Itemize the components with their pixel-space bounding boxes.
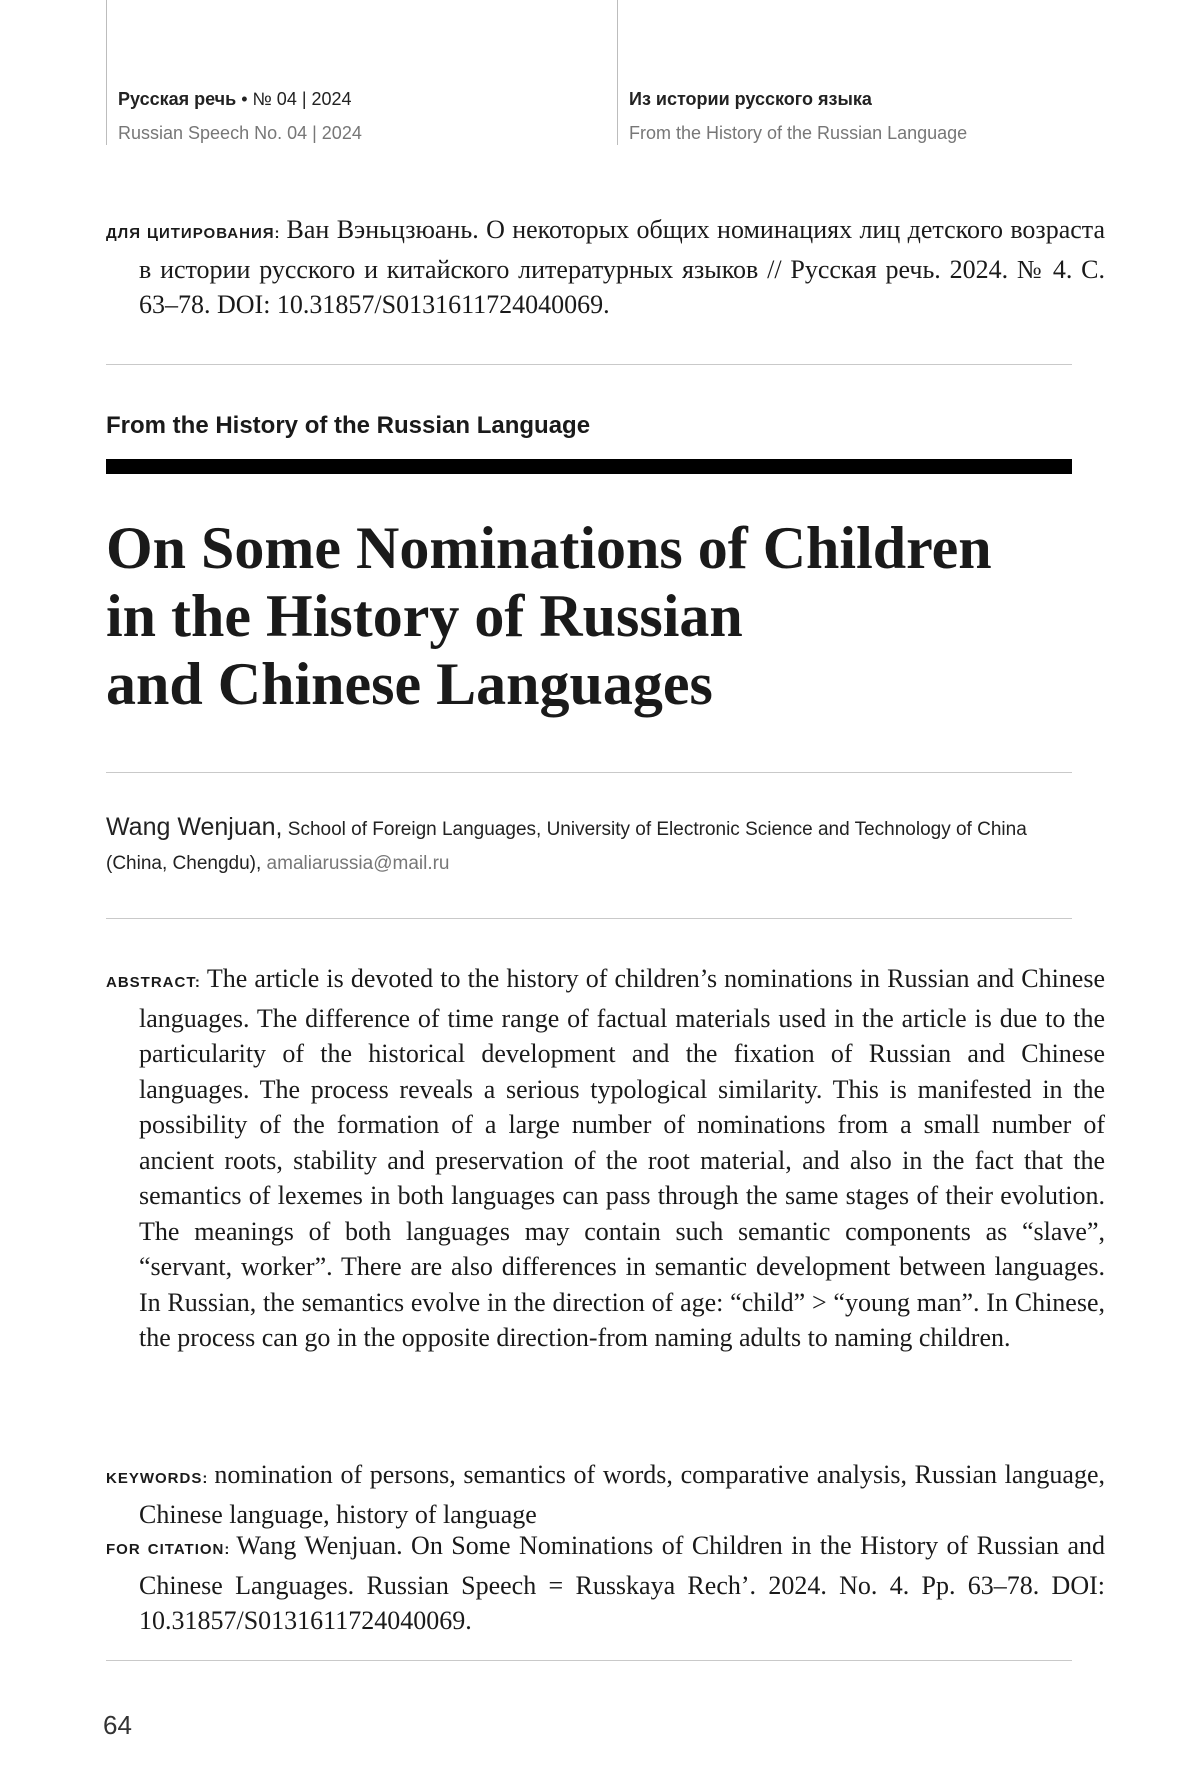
journal-title-en: Russian Speech No. 04 | 2024 — [118, 123, 362, 143]
article-title — [106, 514, 1086, 718]
abstract-text: The article is devoted to the history of children’s nominations in Russian and Chinese languages. The difference of time range of factual materials used in the article is due to the particularity of the historical development and the fixation of Russian and Chinese languages. The process reveals a serious typological similarity. This is manifested in the possibility of the formation of a large number of nominations from a small number of ancient roots, stability and preservation of the root material, and also in the fact that the semantics of lexemes in both languages can pass through the same stages of their evolution. The meanings of both languages may contain such semantic components as “slave”, “servant, worker”. There are also differences in semantic development between languages. In Russian, the semantics evolve in the direction of age: “child” > “young man”. In Chinese, the process can go in the opposite direction-from naming adults to naming children. — [139, 964, 1105, 1352]
divider-bottom — [106, 1660, 1072, 1661]
journal-header — [118, 86, 362, 146]
abstract — [106, 961, 1105, 1356]
journal-title-ru — [118, 86, 362, 112]
rubric-bar — [106, 459, 1072, 474]
keywords — [106, 1457, 1105, 1532]
citation-en-label: FOR CITATION: — [106, 1541, 231, 1558]
journal-name-ru: Русская речь — [118, 89, 237, 109]
divider-title — [106, 772, 1072, 773]
citation-ru — [106, 212, 1105, 323]
divider-top — [106, 364, 1072, 365]
author-email: amaliarussia@mail.ru — [266, 853, 450, 874]
divider-author — [106, 918, 1072, 919]
abstract-label: ABSTRACT: — [106, 974, 201, 991]
citation-en — [106, 1528, 1105, 1639]
title-line-1: On Some Nominations of Children — [106, 515, 992, 581]
section-title-ru: Из истории русского языка — [629, 89, 872, 109]
header-divider-right — [617, 0, 618, 145]
author-info — [106, 810, 1076, 881]
author-name: Wang Wenjuan, — [106, 813, 283, 841]
section-header — [629, 86, 967, 146]
section-rubric: From the History of the Russian Language — [106, 412, 591, 439]
section-title-en: From the History of the Russian Language — [629, 123, 968, 143]
title-line-2: in the History of Russian — [106, 583, 743, 649]
citation-ru-label: ДЛЯ ЦИТИРОВАНИЯ: — [106, 225, 281, 242]
keywords-text: nomination of persons, semantics of words, comparative analysis, Russian language, Chinese language, history of language — [139, 1460, 1105, 1529]
title-line-3: and Chinese Languages — [106, 651, 713, 717]
keywords-label: KEYWORDS: — [106, 1470, 209, 1487]
journal-issue-ru: • № 04 | 2024 — [236, 89, 352, 109]
author-affiliation: School of Foreign Languages, University of Electronic Science and Technology of China (China, Chengdu), — [106, 819, 1027, 874]
header-divider-left — [106, 0, 107, 145]
citation-ru-text: Ван Вэньцзюань. О некоторых общих номинациях лиц детского возраста в истории русского и китайского литературных языков // Русская речь. 2024. № 4. С. 63–78. DOI: 10.31857/S0131611724040069. — [139, 215, 1106, 319]
citation-en-text: Wang Wenjuan. On Some Nominations of Children in the History of Russian and Chinese Languages. Russian Speech = Russkaya Rech’. 2024. No. 4. Pp. 63–78. DOI: 10.31857/S0131611724040069. — [139, 1531, 1105, 1635]
page-number: 64 — [103, 1710, 132, 1740]
